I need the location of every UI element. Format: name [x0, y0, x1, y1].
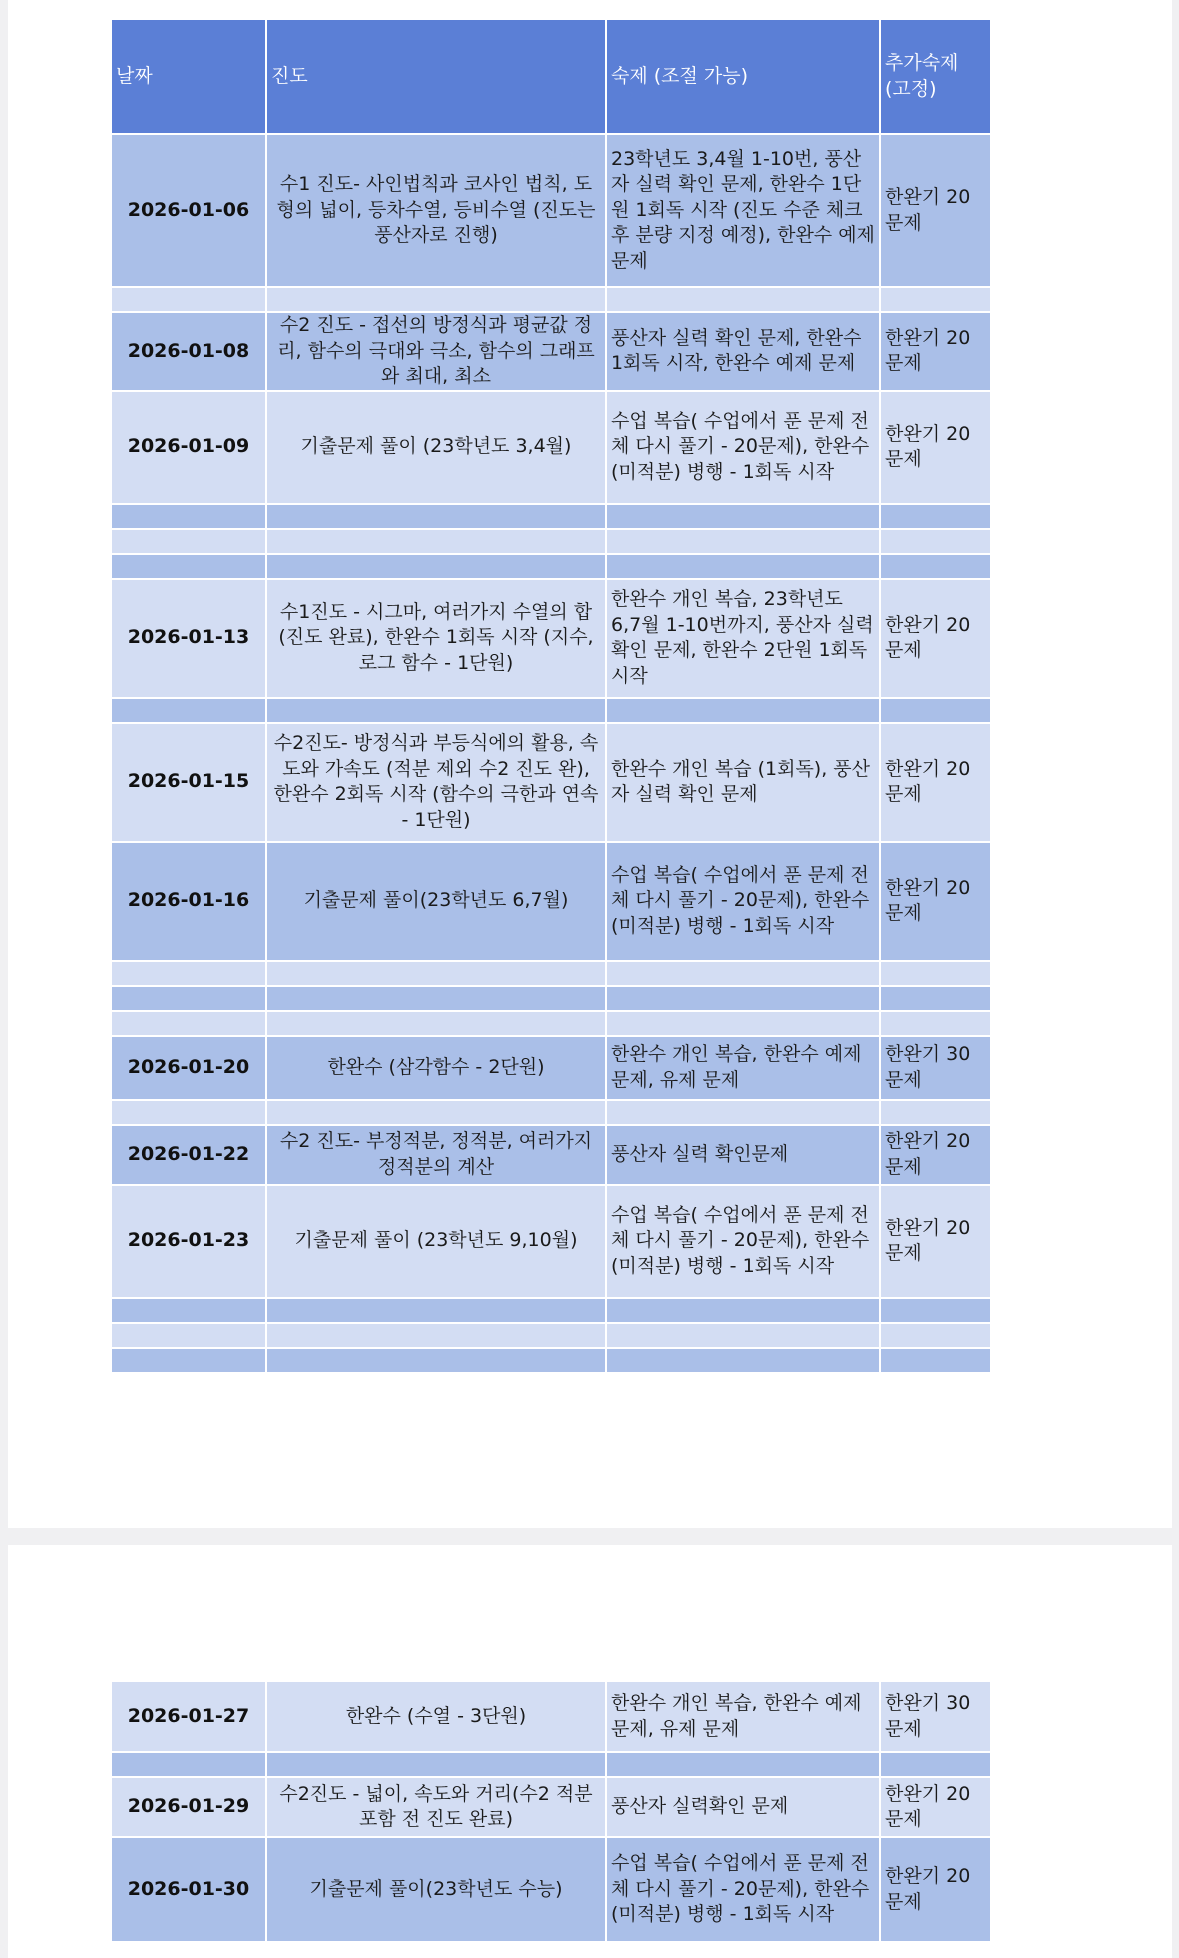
table-row	[112, 1011, 991, 1036]
cell-progress: 기출문제 풀이 (23학년도 9,10월)	[266, 1185, 606, 1298]
table-header-row	[112, 20, 991, 134]
table-row	[112, 961, 991, 986]
cell-progress: 수2 진도- 부정적분, 정적분, 여러가지 정적분의 계산	[266, 1125, 606, 1185]
cell-homework: 풍산자 실력 확인 문제, 한완수 1회독 시작, 한완수 예제 문제	[606, 312, 880, 391]
cell-progress	[266, 529, 606, 554]
header-extra-homework: 추가숙제 (고정)	[880, 20, 991, 134]
cell-date: 2026-01-09	[112, 391, 266, 504]
cell-homework	[606, 1323, 880, 1348]
cell-date: 2026-01-08	[112, 312, 266, 391]
table-row	[112, 1348, 991, 1373]
cell-date	[112, 698, 266, 723]
cell-extra-homework	[880, 1752, 991, 1777]
cell-progress: 수2진도- 방정식과 부등식에의 활용, 속도와 가속도 (적분 제외 수2 진도 완), 한완수 2회독 시작 (함수의 극한과 연속 - 1단원)	[266, 723, 606, 842]
cell-progress: 한완수 (수열 - 3단원)	[266, 1682, 606, 1752]
table-row	[112, 1298, 991, 1323]
cell-progress	[266, 1323, 606, 1348]
cell-date	[112, 529, 266, 554]
cell-progress	[266, 1298, 606, 1323]
cell-extra-homework: 한완기 20 문제	[880, 1185, 991, 1298]
schedule-table-page-2	[112, 1682, 992, 1943]
cell-homework	[606, 1100, 880, 1125]
cell-date	[112, 1752, 266, 1777]
cell-extra-homework	[880, 698, 991, 723]
cell-date: 2026-01-15	[112, 723, 266, 842]
cell-homework	[606, 529, 880, 554]
cell-homework: 한완수 개인 복습, 한완수 예제 문제, 유제 문제	[606, 1682, 880, 1752]
cell-extra-homework	[880, 1298, 991, 1323]
cell-date: 2026-01-20	[112, 1036, 266, 1100]
cell-homework: 수업 복습( 수업에서 푼 문제 전체 다시 풀기 - 20문제), 한완수 (미적분) 병행 - 1회독 시작	[606, 1185, 880, 1298]
cell-progress: 기출문제 풀이(23학년도 수능)	[266, 1837, 606, 1942]
cell-date	[112, 1348, 266, 1373]
cell-extra-homework	[880, 554, 991, 579]
document-page-1	[8, 0, 1172, 1528]
cell-homework	[606, 698, 880, 723]
cell-progress: 기출문제 풀이(23학년도 6,7월)	[266, 842, 606, 961]
cell-progress	[266, 287, 606, 312]
table-row	[112, 1185, 991, 1298]
cell-homework: 풍산자 실력확인 문제	[606, 1777, 880, 1837]
header-homework: 숙제 (조절 가능)	[606, 20, 880, 134]
cell-date: 2026-01-06	[112, 134, 266, 287]
cell-progress: 수1진도 - 시그마, 여러가지 수열의 합 (진도 완료), 한완수 1회독 시작 (지수, 로그 함수 - 1단원)	[266, 579, 606, 698]
table-row	[112, 986, 991, 1011]
cell-date: 2026-01-29	[112, 1777, 266, 1837]
cell-date	[112, 287, 266, 312]
cell-homework	[606, 1011, 880, 1036]
table-row	[112, 1682, 991, 1752]
table-row	[112, 1323, 991, 1348]
cell-extra-homework	[880, 1323, 991, 1348]
cell-extra-homework	[880, 1100, 991, 1125]
cell-date: 2026-01-27	[112, 1682, 266, 1752]
cell-progress: 수2 진도 - 접선의 방정식과 평균값 정리, 함수의 극대와 극소, 함수의 그래프와 최대, 최소	[266, 312, 606, 391]
table-row	[112, 391, 991, 504]
cell-extra-homework: 한완기 20 문제	[880, 391, 991, 504]
schedule-table-page-1	[112, 20, 992, 1374]
cell-date: 2026-01-22	[112, 1125, 266, 1185]
cell-extra-homework	[880, 287, 991, 312]
header-progress: 진도	[266, 20, 606, 134]
table-row	[112, 1837, 991, 1942]
cell-extra-homework	[880, 961, 991, 986]
cell-date: 2026-01-23	[112, 1185, 266, 1298]
cell-progress	[266, 986, 606, 1011]
cell-progress	[266, 1348, 606, 1373]
cell-progress	[266, 698, 606, 723]
cell-extra-homework: 한완기 20 문제	[880, 842, 991, 961]
table-row	[112, 504, 991, 529]
cell-extra-homework	[880, 504, 991, 529]
cell-homework: 23학년도 3,4월 1-10번, 풍산자 실력 확인 문제, 한완수 1단원 1회독 시작 (진도 수준 체크 후 분량 지정 예정), 한완수 예제문제	[606, 134, 880, 287]
cell-progress	[266, 504, 606, 529]
cell-extra-homework: 한완기 20 문제	[880, 312, 991, 391]
table-row	[112, 529, 991, 554]
table-row	[112, 1100, 991, 1125]
cell-extra-homework	[880, 529, 991, 554]
cell-date	[112, 1011, 266, 1036]
table-row	[112, 312, 991, 391]
cell-date	[112, 1100, 266, 1125]
cell-extra-homework: 한완기 20 문제	[880, 579, 991, 698]
table-row	[112, 1752, 991, 1777]
header-date: 날짜	[112, 20, 266, 134]
table-row	[112, 134, 991, 287]
cell-homework	[606, 287, 880, 312]
cell-progress: 수2진도 - 넓이, 속도와 거리(수2 적분 포함 전 진도 완료)	[266, 1777, 606, 1837]
table-row	[112, 698, 991, 723]
cell-progress: 기출문제 풀이 (23학년도 3,4월)	[266, 391, 606, 504]
cell-progress	[266, 1100, 606, 1125]
cell-extra-homework: 한완기 20 문제	[880, 723, 991, 842]
cell-date	[112, 986, 266, 1011]
table-row	[112, 287, 991, 312]
cell-extra-homework: 한완기 30 문제	[880, 1682, 991, 1752]
cell-date: 2026-01-30	[112, 1837, 266, 1942]
cell-homework: 풍산자 실력 확인문제	[606, 1125, 880, 1185]
table-row	[112, 723, 991, 842]
cell-extra-homework: 한완기 20 문제	[880, 1125, 991, 1185]
cell-extra-homework: 한완기 20 문제	[880, 1777, 991, 1837]
cell-extra-homework: 한완기 30 문제	[880, 1036, 991, 1100]
cell-date	[112, 1323, 266, 1348]
cell-progress	[266, 1011, 606, 1036]
cell-extra-homework: 한완기 20 문제	[880, 134, 991, 287]
table-row	[112, 1777, 991, 1837]
table-row	[112, 1036, 991, 1100]
cell-homework: 수업 복습( 수업에서 푼 문제 전체 다시 풀기 - 20문제), 한완수 (미적분) 병행 - 1회독 시작	[606, 391, 880, 504]
cell-extra-homework	[880, 1011, 991, 1036]
cell-homework: 한완수 개인 복습, 한완수 예제문제, 유제 문제	[606, 1036, 880, 1100]
cell-date	[112, 1298, 266, 1323]
cell-homework: 수업 복습( 수업에서 푼 문제 전체 다시 풀기 - 20문제), 한완수 (미적분) 병행 - 1회독 시작	[606, 842, 880, 961]
cell-progress	[266, 961, 606, 986]
cell-homework	[606, 554, 880, 579]
cell-homework	[606, 961, 880, 986]
cell-extra-homework: 한완기 20 문제	[880, 1837, 991, 1942]
cell-progress: 한완수 (삼각함수 - 2단원)	[266, 1036, 606, 1100]
cell-date	[112, 554, 266, 579]
cell-homework	[606, 1348, 880, 1373]
cell-extra-homework	[880, 1348, 991, 1373]
cell-progress	[266, 554, 606, 579]
cell-progress: 수1 진도- 사인법칙과 코사인 법칙, 도형의 넓이, 등차수열, 등비수열 (진도는 풍산자로 진행)	[266, 134, 606, 287]
table-row	[112, 554, 991, 579]
cell-date	[112, 961, 266, 986]
cell-progress	[266, 1752, 606, 1777]
cell-homework: 수업 복습( 수업에서 푼 문제 전체 다시 풀기 - 20문제), 한완수 (미적분) 병행 - 1회독 시작	[606, 1837, 880, 1942]
document-page-2	[8, 1545, 1172, 1958]
cell-homework	[606, 504, 880, 529]
table-row	[112, 579, 991, 698]
cell-homework	[606, 986, 880, 1011]
cell-homework: 한완수 개인 복습 (1회독), 풍산자 실력 확인 문제	[606, 723, 880, 842]
cell-homework: 한완수 개인 복습, 23학년도 6,7월 1-10번까지, 풍산자 실력 확인 문제, 한완수 2단원 1회독 시작	[606, 579, 880, 698]
cell-homework	[606, 1752, 880, 1777]
table-row	[112, 842, 991, 961]
cell-homework	[606, 1298, 880, 1323]
cell-date: 2026-01-16	[112, 842, 266, 961]
cell-extra-homework	[880, 986, 991, 1011]
cell-date	[112, 504, 266, 529]
cell-date: 2026-01-13	[112, 579, 266, 698]
table-row	[112, 1125, 991, 1185]
